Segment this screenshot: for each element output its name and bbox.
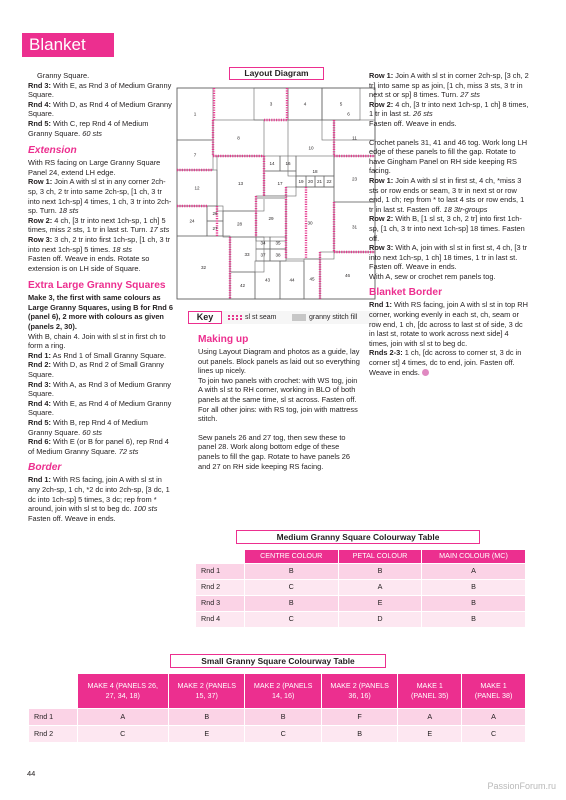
- right-row-1: Row 1: Join A with sl st in corner 2ch-sp, [3 ch, 2 tr] into same sp as join, [1 ch, miss 3 sts, 3 tr in next st or sp] 8 times. Turn. 27 sts: [369, 71, 529, 100]
- seam-swatch: [228, 315, 242, 320]
- key-title: Key: [188, 311, 222, 324]
- bb-rnd-1: Rnd 1: With RS facing, join A with sl st in top RH corner, working evenly in each st, ch, seam or row end, 1 ch, [dc across to last st of side, 3 dc in last st, rotate to work across next side] 4 times, join with sl st to beg dc.: [369, 300, 528, 348]
- medium-header-main: MAIN COLOUR (MC): [422, 550, 526, 563]
- small-header-make4: MAKE 4 (PANELS 26, 27, 34, 18): [77, 674, 169, 708]
- border-rnd-1: Rnd 1: With RS facing, join A with sl st in any 2ch-sp, 1 ch, *2 dc into 2ch-sp, [3 dc, 1 dc into 1ch-sp] 5 times, 3 dc; rep from * around, join with sl st to beg dc. 100 sts: [28, 475, 170, 514]
- small-header-make2a: MAKE 2 (PANELS 15, 37): [169, 674, 245, 708]
- diagram-panel-label: 7: [193, 152, 197, 158]
- diagram-panel-label: 44: [289, 277, 295, 283]
- diagram-panel-label: 18: [312, 169, 318, 175]
- fill-label: granny stitch fill: [309, 314, 358, 321]
- granny-fill: [256, 196, 286, 199]
- diagram-panel-label: 23: [351, 176, 358, 182]
- diagram-panel-label: 43: [264, 277, 271, 283]
- medium-header-petal: PETAL COLOUR: [338, 550, 421, 563]
- ext-row-2: Row 2: 4 ch, [3 tr into next 1ch-sp, 1 ch] 5 times, miss 2 sts, 1 tr in last st. Turn. 17 sts: [28, 215, 170, 235]
- small-header-make2c: MAKE 2 (PANELS 36, 16): [321, 674, 397, 708]
- diagram-panel-label: 3: [269, 101, 273, 107]
- diagram-panel-label: 22: [326, 179, 332, 185]
- crochet-row-3: Row 3: With A, join with sl st in first st, 4 ch, [3 tr into next 1ch-sp, 1 ch] 18 times, 1 tr in last st.: [369, 243, 528, 262]
- xl-heading: Extra Large Granny Squares: [28, 280, 166, 292]
- xl-rnd-4: Rnd 4: With E, as Rnd 4 of Medium Granny Square.: [28, 398, 172, 418]
- xl-rnd-5: Rnd 5: With B, rep Rnd 4 of Medium Granny Square. 60 sts: [28, 418, 148, 437]
- xl-rnd-1: Rnd 1: As Rnd 1 of Small Granny Square.: [28, 350, 167, 360]
- making-up-p1: Using Layout Diagram and photos as a guide, lay out panels. Block panels as laid out so everything lines up nicely.: [198, 347, 360, 376]
- crochet-row-1: Row 1: Join A with sl st in first st, 4 ch, *miss 3 sts or row ends or seam, 3 tr in next st or row end, 1 ch; rep from * to last 4 sts or row ends, 1 tr in last st. Fasten off. 18 3tr-groups: [369, 175, 525, 214]
- diagram-panel-label: 20: [307, 179, 314, 185]
- medium-table-title: Medium Granny Square Colourway Table: [236, 530, 480, 544]
- rnd-3: Rnd 3: With E, as Rnd 3 of Medium Granny Square.: [28, 80, 172, 100]
- seam-label: sl st seam: [245, 314, 277, 321]
- crochet-intro: Crochet panels 31, 41 and 46 tog. Work long LH edge of these panels to fill the gap. Rotate to have Gingham Panel on RH side keeping RS facing.: [369, 137, 528, 176]
- rnd-4: Rnd 4: With D, as Rnd 4 of Medium Granny Square.: [28, 99, 172, 119]
- key-box: [188, 311, 378, 324]
- extension-heading: Extension: [28, 145, 77, 157]
- ext-row-3: Row 3: 3 ch, 2 tr into first 1ch-sp, [1 ch, 3 tr into next 1ch-sp] 5 times. 18 sts: [28, 234, 171, 254]
- middle-column: [198, 333, 362, 471]
- diagram-panel-label: 27: [212, 226, 218, 232]
- diagram-panel-label: 11: [352, 135, 357, 141]
- small-colourway-table: [29, 674, 526, 743]
- medium-header-blank: [196, 550, 244, 563]
- diagram-panel-label: 37: [260, 252, 266, 258]
- table-row: Rnd 2 C E C B E C: [29, 725, 526, 742]
- making-up-heading: Making up: [198, 334, 249, 345]
- xl-intro: Make 3, the first with same colours as Large Granny Squares, using B for Rnd 6 (panel 6), 2 more with colours as given (panels 2, 30).: [28, 293, 173, 332]
- table-row: Rnd 3 B E B: [196, 595, 526, 611]
- ext-row-1: Row 1: Join A with sl st in any corner 2ch-sp, 3 ch, 2 tr into same 2ch-sp, [1 ch, 3 tr into next 1ch-sp] 4 times, 1 ch, 3 tr into 2ch-sp. Turn. 18 sts: [28, 177, 172, 216]
- diagram-panel-label: 30: [307, 220, 313, 226]
- table-row: Rnd 2 C A B: [196, 579, 526, 595]
- diagram-panel-label: 34: [260, 240, 266, 246]
- diagram-panel-label: 29: [268, 216, 274, 222]
- diagram-panel-label: 10: [308, 145, 314, 151]
- layout-diagram-title: Layout Diagram: [229, 67, 324, 80]
- medium-header-centre: CENTRE COLOUR: [244, 550, 338, 563]
- making-up-p2: To join two panels with crochet: with WS tog, join A with sl st to RH corner, working in BLO of both panels at the same time, sl st across. Fasten off.: [198, 375, 358, 404]
- granny-fill: [230, 272, 231, 273]
- diagram-panel-label: 14: [269, 161, 275, 167]
- bb-rnds-2-3: Rnds 2-3: 1 ch, [dc across to corner st, 3 dc in corner st] 4 times, dc to end, join. Fasten off. Weave in ends.: [369, 348, 522, 377]
- diagram-panel-label: 4: [303, 101, 307, 107]
- making-up-p4: Sew panels 26 and 27 tog, then sew these to panel 28. Work along bottom edge of these panels to fill the gap. Rotate to have panels 26 and 27 on RH side keeping RS facing.: [198, 432, 351, 471]
- right-row-2: Row 2: 4 ch, [3 tr into next 1ch-sp, 1 ch] 8 times, 1 tr in last st. 26 sts: [369, 99, 529, 119]
- diagram-panel-label: 8: [237, 135, 240, 141]
- diagram-panel-label: 6: [347, 111, 350, 117]
- xl-rnd-2: Rnd 2: With D, as Rnd 2 of Small Granny Square.: [28, 360, 164, 380]
- watermark: PassionForum.ru: [487, 781, 556, 791]
- diagram-panel-label: 33: [244, 252, 250, 258]
- table-row: Rnd 4 C D B: [196, 611, 526, 627]
- medium-colourway-table: [196, 550, 526, 628]
- diagram-panel-label: 1: [193, 111, 197, 117]
- right-column: [369, 71, 529, 377]
- page-title: Blanket: [22, 33, 114, 57]
- extension-intro: With RS facing on Large Granny Square Panel 24, extend LH edge.: [28, 158, 161, 177]
- xl-rnd-3: Rnd 3: With A, as Rnd 3 of Medium Granny Square.: [28, 379, 171, 399]
- diagram-panel-label: 24: [189, 218, 195, 224]
- diagram-panel-label: 16: [285, 161, 291, 167]
- small-table-title: Small Granny Square Colourway Table: [170, 654, 386, 668]
- diagram-panel-label: 28: [236, 221, 243, 227]
- diagram-panel-label: 38: [275, 252, 281, 258]
- diagram-panel-label: 5: [339, 101, 343, 107]
- diagram-panel-label: 26: [212, 211, 218, 217]
- small-header-make2b: MAKE 2 (PANELS 14, 16): [245, 674, 321, 708]
- diagram-panel-label: 12: [194, 185, 200, 191]
- table-row: Rnd 1 B B A: [196, 563, 526, 579]
- end-bullet-icon: [422, 369, 429, 376]
- diagram-panel-label: 21: [316, 179, 323, 185]
- diagram-panel-label: 32: [200, 265, 207, 271]
- crochet-row-2: Row 2: With B, [1 sl st, 3 ch, 2 tr] into first 1ch-sp, [1 ch, 3 tr into next 1ch-sp] 18 times. Fasten off.: [369, 214, 525, 243]
- table-row: Rnd 1 A B B F A A: [29, 708, 526, 725]
- small-header-blank: [29, 674, 77, 708]
- xl-rnd-6: Rnd 6: With E (or B for panel 6), rep Rnd 4 of Medium Granny Square. 72 sts: [28, 437, 169, 456]
- diagram-panel-label: 45: [309, 276, 315, 282]
- rnd-5: Rnd 5: With C, rep Rnd 4 of Medium Granny Square. 60 sts: [28, 118, 149, 138]
- diagram-panel-label: 19: [298, 179, 304, 185]
- left-column: [28, 71, 174, 523]
- diagram-panel-label: 31: [351, 224, 358, 230]
- border-heading: Border: [28, 462, 62, 474]
- right-end-1: Fasten off. Weave in ends.: [369, 118, 457, 128]
- diagram-panel-label: 42: [239, 283, 246, 289]
- fill-swatch: [292, 314, 306, 321]
- small-header-make1b: MAKE 1 (PANEL 38): [462, 674, 526, 708]
- ext-end: Fasten off. Weave in ends. Rotate so extension is on LH side of Square.: [28, 254, 150, 273]
- page-number: 44: [27, 769, 36, 778]
- crochet-end-1: Fasten off. Weave in ends.: [369, 262, 457, 272]
- text-line: Granny Square.: [37, 71, 90, 80]
- diagram-panel-label: 35: [275, 240, 281, 246]
- diagram-panel-label: 13: [237, 181, 244, 187]
- making-up-p3: For all other joins: with RS tog, join with mattress stitch.: [198, 404, 358, 424]
- crochet-end-2: With A, sew or crochet rem panels tog.: [369, 271, 496, 281]
- blanket-border-heading: Blanket Border: [369, 287, 443, 299]
- border-end: Fasten off. Weave in ends.: [28, 513, 116, 523]
- xl-chain: With B, chain 4. Join with sl st in first ch to form a ring.: [28, 331, 166, 351]
- diagram-panel-label: 17: [277, 181, 283, 187]
- small-header-make1a: MAKE 1 (PANEL 35): [398, 674, 462, 708]
- diagram-panel-label: 46: [344, 273, 351, 279]
- layout-diagram: [176, 87, 376, 300]
